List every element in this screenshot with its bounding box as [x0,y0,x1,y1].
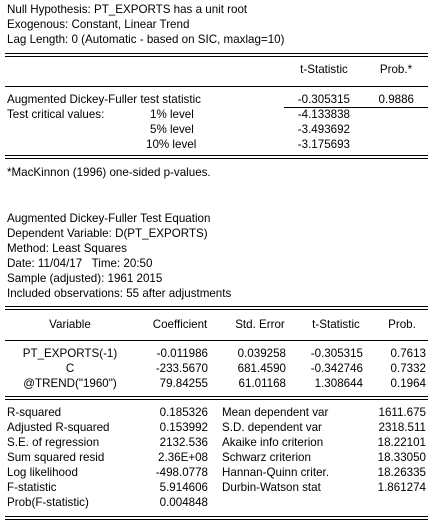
coef-value: -233.5670 [155,362,208,375]
divider [5,519,428,520]
stat-value: 0.185326 [159,406,208,419]
coef-header-coefficient: Coefficient [152,318,208,331]
coef-header-tstat: t-Statistic [312,318,360,331]
stat-label: Akaike info criterion [222,436,324,449]
coef-stderror: 0.039258 [237,347,286,360]
divider [5,516,428,517]
observations-line: Included observations: 55 after adjustments [7,287,232,300]
coef-header-variable: Variable [49,318,91,331]
stat-value: 2318.511 [378,421,426,434]
dependent-variable: Dependent Variable: D(PT_EXPORTS) [7,227,208,240]
divider [5,396,428,397]
coef-prob: 0.7613 [390,347,426,360]
coef-prob: 0.1964 [390,377,426,390]
coef-tstat: 1.308644 [314,377,363,390]
critical-label: Test critical values: [7,108,105,121]
stat-label: Schwarz criterion [222,451,311,464]
divider [5,306,428,307]
adf-label: Augmented Dickey-Fuller test statistic [7,93,201,106]
stat-label: Adjusted R-squared [7,421,110,434]
coef-variable: C [65,362,75,375]
coef-value: 79.84255 [159,377,208,390]
critical-level: 1% level [150,108,194,121]
coef-tstat: -0.305315 [310,347,363,360]
critical-level: 10% level [146,138,197,151]
stat-label: Durbin-Watson stat [222,481,321,494]
stat-value: 2132.536 [159,436,208,449]
critical-value: -3.175693 [297,138,350,151]
stat-value: 1611.675 [378,406,426,419]
coef-header-prob: Prob. [388,318,416,331]
divider [5,155,428,156]
divider [5,309,428,310]
stat-value: 1.861274 [377,481,426,494]
stat-label: Mean dependent var [222,406,329,419]
stat-value: 18.22101 [377,436,426,449]
stat-label: S.E. of regression [7,436,100,449]
divider [5,340,428,341]
divider [5,53,428,54]
col-header-tstat: t-Statistic [300,63,348,76]
stat-label: Log likelihood [7,466,78,479]
coef-prob: 0.7332 [390,362,426,375]
null-hypothesis: Null Hypothesis: PT_EXPORTS has a unit root [7,3,248,16]
footnote: *MacKinnon (1996) one-sided p-values. [7,166,211,179]
coef-stderror: 681.4590 [237,362,286,375]
stat-value: 5.914606 [159,481,208,494]
critical-value: -3.493692 [297,123,350,136]
sample-line: Sample (adjusted): 1961 2015 [7,272,163,285]
adf-tstat: -0.305315 [297,93,350,106]
coef-value: -0.011986 [156,347,208,360]
stat-value: 2.36E+08 [158,451,208,464]
stat-label: Sum squared resid [7,451,105,464]
stat-value: 18.26335 [377,466,426,479]
critical-value: -4.133838 [297,108,350,121]
divider [5,86,428,87]
stat-value: 18.33050 [377,451,426,464]
coef-header-stderror: Std. Error [235,318,285,331]
stat-label: R-squared [7,406,62,419]
coef-stderror: 61.01168 [238,377,286,390]
stat-label: Hannan-Quinn criter. [222,466,329,479]
lag-length-line: Lag Length: 0 (Automatic - based on SIC, maxlag=10) [7,33,285,46]
equation-title: Augmented Dickey-Fuller Test Equation [7,212,211,225]
stat-value: 0.004848 [159,496,208,509]
divider [5,158,428,159]
stat-label: F-statistic [7,481,57,494]
exogenous-line: Exogenous: Constant, Linear Trend [7,18,190,31]
divider [5,56,428,57]
stat-value: -498.0778 [155,466,208,479]
critical-level: 5% level [150,123,194,136]
stat-value: 0.153992 [159,421,208,434]
stat-label: Prob(F-statistic) [7,496,89,509]
coef-tstat: -0.342746 [310,362,363,375]
coef-variable: @TREND("1960") [23,377,117,390]
col-header-prob: Prob.* [379,63,413,76]
divider [5,399,428,400]
coef-variable: PT_EXPORTS(-1) [22,347,118,360]
adf-prob: 0.9886 [378,93,414,106]
method-line: Method: Least Squares [7,242,127,255]
stat-label: S.D. dependent var [222,421,322,434]
date-line: Date: 11/04/17 Time: 20:50 [7,257,153,270]
